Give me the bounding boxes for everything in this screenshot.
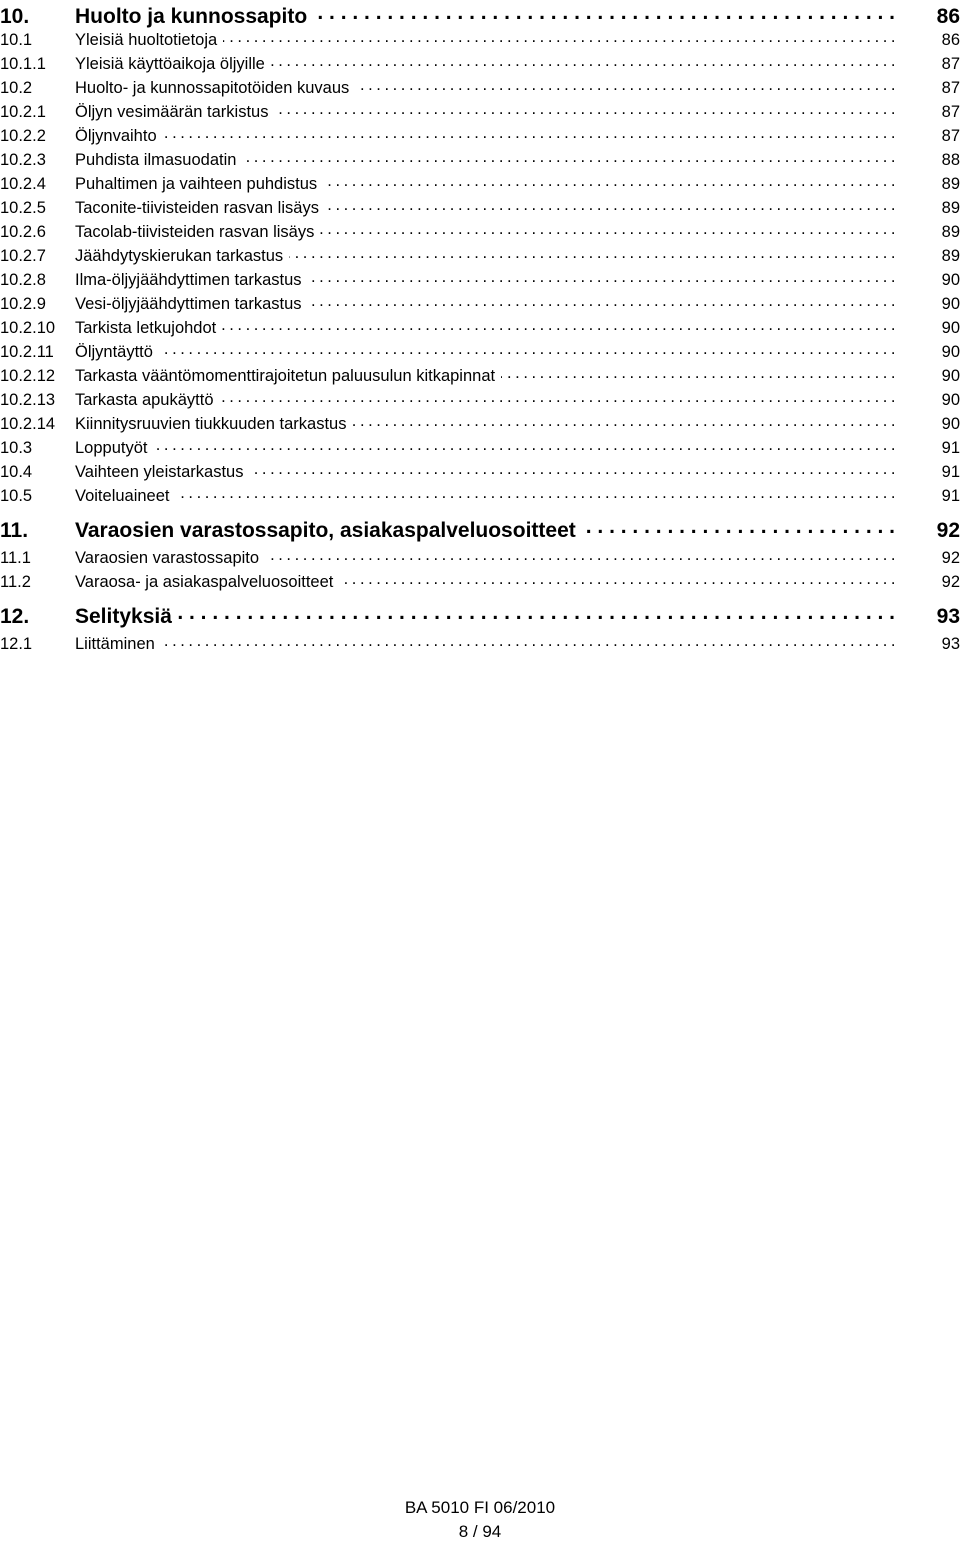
toc-entry-page: 92 [936, 519, 960, 542]
toc-entry-title: Vaihteen yleistarkastus [75, 462, 244, 481]
dot-leader [355, 76, 895, 93]
toc-entry-page: 90 [941, 270, 960, 289]
toc-entry-title: Jäähdytyskierukan tarkastus [75, 246, 284, 265]
toc-entry[interactable] [0, 244, 960, 266]
toc-entry[interactable] [0, 412, 960, 434]
dot-leader [249, 460, 895, 477]
dot-leader [271, 52, 895, 69]
dot-leader [289, 244, 895, 261]
dot-leader [220, 388, 896, 405]
toc-entry-number: 12. [0, 605, 30, 628]
toc-entry-number: 10.2.2 [0, 126, 46, 145]
toc-entry-page: 89 [941, 198, 960, 217]
dot-leader [501, 364, 895, 381]
toc-entry-page: 90 [941, 318, 960, 337]
toc-entry-title: Huolto ja kunnossapito [75, 5, 308, 28]
toc-entry-page: 93 [936, 605, 960, 628]
toc-entry[interactable] [0, 388, 960, 410]
toc-entry-number: 10.2.14 [0, 414, 56, 433]
dot-leader [325, 196, 895, 213]
dot-leader [153, 436, 895, 453]
toc-entry[interactable] [0, 148, 960, 170]
toc-entry[interactable] [0, 316, 960, 338]
toc-entry-page: 92 [941, 548, 960, 567]
toc-entry-page: 89 [941, 174, 960, 193]
toc-entry-page: 92 [941, 572, 960, 591]
toc-entry-page: 90 [941, 366, 960, 385]
toc-entry-page: 90 [941, 390, 960, 409]
toc-entry[interactable] [0, 292, 960, 314]
toc-entry[interactable] [0, 436, 960, 458]
toc-entry-page: 87 [941, 54, 960, 73]
toc-entry-title: Huolto- ja kunnossapitotöiden kuvaus [75, 78, 350, 97]
dot-leader [308, 292, 895, 309]
toc-entry-title: Varaosa- ja asiakaspalveluosoitteet [75, 572, 334, 591]
toc-entry-title: Tarkista letkujohdot [75, 318, 217, 337]
toc-entry[interactable] [0, 484, 960, 506]
toc-entry-number: 11.2 [0, 572, 31, 591]
toc-entry-page: 87 [941, 102, 960, 121]
toc-entry-number: 10. [0, 5, 30, 28]
toc-entry-number: 10.2.10 [0, 318, 56, 337]
dot-leader [274, 100, 895, 117]
toc-entry[interactable] [0, 460, 960, 482]
dot-leader [323, 172, 895, 189]
toc-entry-page: 90 [941, 342, 960, 361]
toc-entry[interactable] [0, 76, 960, 98]
dot-leader [178, 602, 895, 623]
page-footer [0, 1496, 960, 1544]
toc-entry-page: 89 [941, 246, 960, 265]
toc-entry[interactable] [0, 124, 960, 146]
toc-entry-page: 91 [941, 462, 960, 481]
toc-entry-title: Taconite-tiivisteiden rasvan lisäys [75, 198, 319, 217]
toc-entry[interactable] [0, 28, 960, 50]
dot-leader [222, 316, 895, 333]
dot-leader [313, 2, 895, 23]
toc-entry-title: Voiteluaineet [75, 486, 170, 505]
toc-entry-page: 91 [941, 438, 960, 457]
toc-entry[interactable] [0, 364, 960, 386]
toc-entry-number: 11. [0, 519, 29, 542]
toc-entry[interactable] [0, 632, 960, 654]
toc-entry-number: 10.4 [0, 462, 33, 481]
toc-entry-number: 10.5 [0, 486, 33, 505]
toc-entry-title: Tarkasta vääntömomenttirajoitetun paluusulun kitkapinnat [75, 366, 496, 385]
toc-entry-number: 10.3 [0, 438, 33, 457]
toc-entry-page: 90 [941, 294, 960, 313]
toc-entry-page: 90 [941, 414, 960, 433]
toc-entry-number: 10.2.11 [0, 342, 54, 361]
toc-entry-title: Puhaltimen ja vaihteen puhdistus [75, 174, 318, 193]
dot-leader [242, 148, 895, 165]
toc-entry-page: 86 [936, 5, 960, 28]
toc-entry[interactable] [0, 220, 960, 242]
toc-entry-title: Kiinnitysruuvien tiukkuuden tarkastus [75, 414, 347, 433]
toc-entry-number: 10.2.7 [0, 246, 46, 265]
toc-entry-number: 10.1.1 [0, 54, 46, 73]
toc-entry-title: Tarkasta apukäyttö [75, 390, 214, 409]
toc-entry[interactable] [0, 100, 960, 122]
toc-entry[interactable] [0, 196, 960, 218]
toc-entry-number: 12.1 [0, 634, 33, 653]
toc-entry-title: Öljynvaihto [75, 126, 157, 145]
toc-entry[interactable] [0, 546, 960, 568]
toc-entry-page: 87 [941, 78, 960, 97]
toc-entry-page: 87 [941, 126, 960, 145]
toc-entry-number: 10.2.9 [0, 294, 46, 313]
toc-entry-number: 10.2.12 [0, 366, 56, 385]
toc-entry-page: 93 [941, 634, 960, 653]
page-number: 8 / 94 [458, 1522, 502, 1541]
toc-entry-title: Varaosien varastossapito [75, 548, 260, 567]
toc-entry-number: 10.2 [0, 78, 33, 97]
toc-entry-number: 10.2.13 [0, 390, 56, 409]
toc-entry-number: 10.2.8 [0, 270, 46, 289]
dot-leader [161, 632, 895, 649]
dot-leader [308, 268, 895, 285]
dot-leader [176, 484, 896, 501]
toc-entry-title: Yleisiä huoltotietoja [75, 30, 218, 49]
toc-entry-number: 10.1 [0, 30, 33, 49]
dot-leader [159, 340, 895, 357]
toc-entry-page: 89 [941, 222, 960, 241]
toc-entry[interactable] [0, 516, 960, 544]
toc-entry[interactable] [0, 52, 960, 74]
toc-entry-title: Öljyn vesimäärän tarkistus [75, 102, 269, 121]
toc-entry-number: 10.2.6 [0, 222, 46, 241]
dot-leader [339, 570, 895, 587]
toc-entry-number: 10.2.5 [0, 198, 46, 217]
toc-entry-title: Lopputyöt [75, 438, 148, 457]
toc-entry[interactable] [0, 172, 960, 194]
toc-entry-page: 88 [941, 150, 960, 169]
toc-entry-title: Selityksiä [75, 605, 172, 628]
dot-leader [582, 516, 895, 537]
toc-entry-number: 10.2.1 [0, 102, 46, 121]
dot-leader [352, 412, 895, 429]
toc-entry-number: 10.2.4 [0, 174, 46, 193]
dot-leader [320, 220, 895, 237]
toc-entry-title: Puhdista ilmasuodatin [75, 150, 237, 169]
toc-entry[interactable] [0, 570, 960, 592]
toc-entry-title: Tacolab-tiivisteiden rasvan lisäys [75, 222, 315, 241]
document-id: BA 5010 FI 06/2010 [404, 1498, 556, 1517]
toc-entry-title: Ilma-öljyjäähdyttimen tarkastus [75, 270, 302, 289]
toc-entry[interactable] [0, 2, 960, 30]
toc-entry-title: Yleisiä käyttöaikoja öljyille [75, 54, 265, 73]
toc-entry[interactable] [0, 602, 960, 630]
toc-entry-title: Varaosien varastossapito, asiakaspalveluosoitteet [75, 519, 576, 542]
toc-entry-title: Öljyntäyttö [75, 342, 153, 361]
toc-entry-number: 11.1 [0, 548, 31, 567]
dot-leader [163, 124, 895, 141]
toc-entry-page: 91 [941, 486, 960, 505]
toc-entry-number: 10.2.3 [0, 150, 46, 169]
toc-entry[interactable] [0, 340, 960, 362]
toc-entry-page: 86 [941, 30, 960, 49]
toc-entry-title: Liittäminen [75, 634, 155, 653]
dot-leader [265, 546, 895, 563]
toc-entry-title: Vesi-öljyjäähdyttimen tarkastus [75, 294, 302, 313]
dot-leader [223, 28, 895, 45]
toc-entry[interactable] [0, 268, 960, 290]
